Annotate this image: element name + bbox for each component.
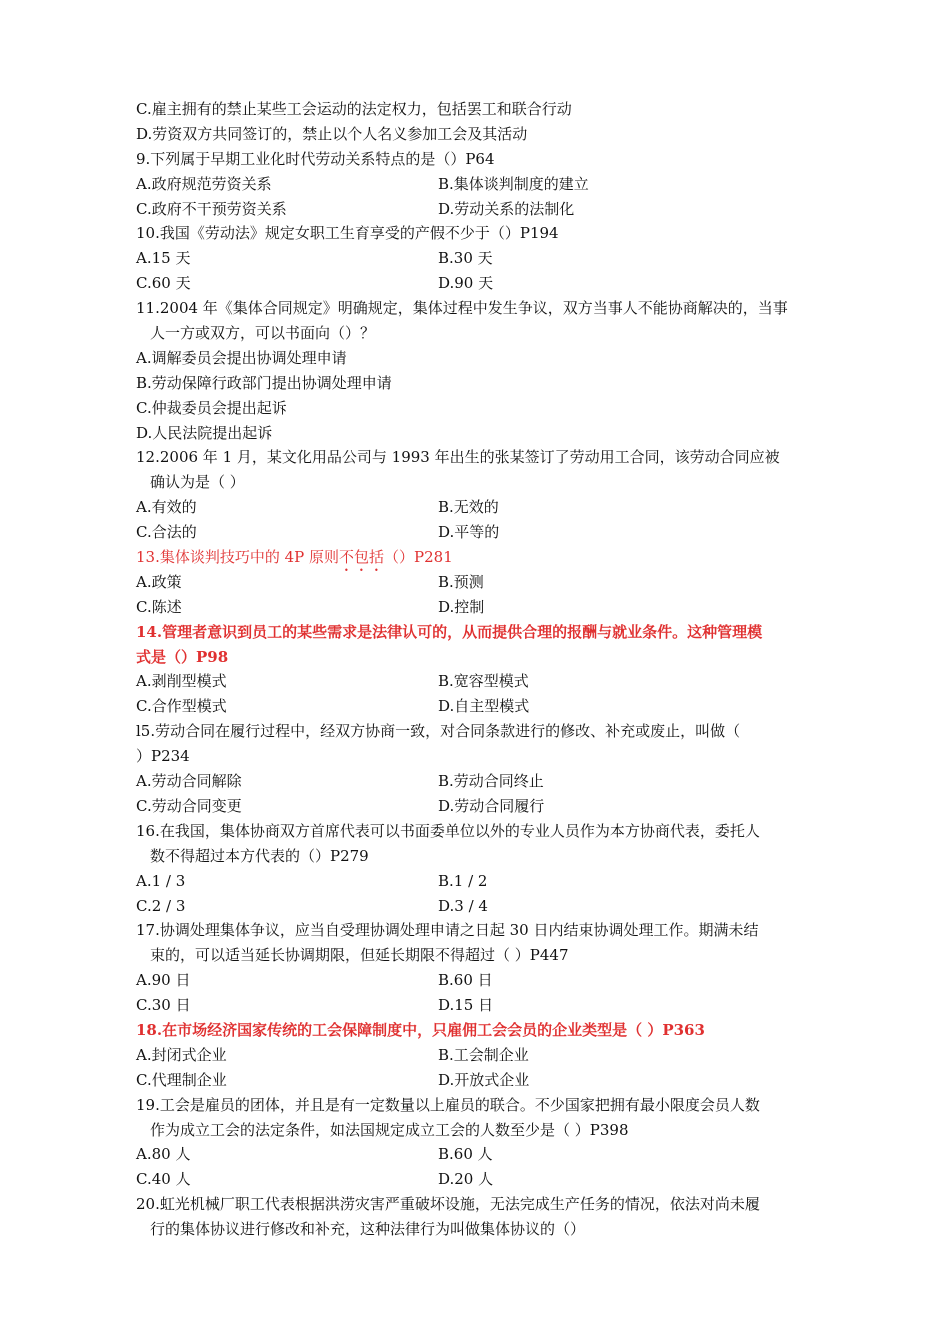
question-9-options-row (136, 172, 816, 197)
option-line: D.劳资双方共同签订的，禁止以个人名义参加工会及其活动 (136, 124, 528, 143)
question-12-stem-cont: 确认为是（ ） (150, 473, 245, 492)
question-12-options-row (136, 520, 816, 545)
option-c: C.仲裁委员会提出起诉 (136, 398, 287, 417)
question-13-stem-pre: 13.集体谈判技巧中的 4P 原则 (136, 548, 340, 567)
question-19-stem: 19.工会是雇员的团体，并且是有一定数量以上雇员的联合。不少国家把拥有最小限度会员人数 (136, 1095, 760, 1114)
option-b: B.集体谈判制度的建立 (438, 174, 589, 193)
option-b: B.预测 (438, 572, 484, 591)
question-14-options-row (136, 669, 816, 694)
question-13-stem-post: （）P281 (384, 548, 453, 567)
option-c: C.60 天 (136, 274, 191, 293)
option-d: D.开放式企业 (438, 1070, 530, 1089)
option-c: C.合作型模式 (136, 697, 227, 716)
question-10-options-row (136, 246, 816, 271)
question-13-emphasis: 不包括 (339, 548, 385, 567)
question-18-options-row (136, 1068, 816, 1093)
option-a: A.剥削型模式 (136, 672, 227, 691)
option-d: D.15 日 (438, 996, 494, 1015)
question-9-options-row (136, 197, 816, 222)
option-a: A.15 天 (136, 249, 191, 268)
question-19-options-row (136, 1167, 816, 1192)
question-20-stem: 20.虹光机械厂职工代表根据洪涝灾害严重破坏设施，无法完成生产任务的情况，依法对尚未履 (136, 1195, 760, 1214)
question-15-stem-cont: ）P234 (136, 747, 190, 766)
option-d: D.90 天 (438, 274, 494, 293)
question-14-stem-cont: 式是（）P98 (136, 647, 229, 666)
question-12-options-row (136, 495, 816, 520)
question-17-options-row (136, 968, 816, 993)
option-c: C.陈述 (136, 597, 182, 616)
question-17-stem: 17.协调处理集体争议，应当自受理协调处理申请之日起 30 日内结束协调处理工作。期满未结 (136, 921, 759, 940)
question-17-options-row (136, 993, 816, 1018)
option-a: A.政策 (136, 572, 182, 591)
question-16-options-row (136, 894, 816, 919)
option-b: B.工会制企业 (438, 1045, 529, 1064)
option-b: B.30 天 (438, 249, 493, 268)
question-11-stem-cont: 人一方或双方，可以书面向（）？ (150, 324, 376, 343)
option-d: D.劳动合同履行 (438, 796, 545, 815)
question-14-options-row (136, 694, 816, 719)
option-d: D.平等的 (438, 523, 500, 542)
option-a: A.劳动合同解除 (136, 772, 242, 791)
question-13-options-row (136, 595, 816, 620)
option-a: A.1 / 3 (136, 871, 186, 890)
question-17-stem-cont: 束的，可以适当延长协调期限，但延长期限不得超过（ ）P447 (150, 946, 569, 965)
option-b: B.60 人 (438, 1145, 493, 1164)
question-18-stem: 18.在市场经济国家传统的工会保障制度中，只雇佣工会会员的企业类型是（ ）P363 (136, 1020, 705, 1039)
option-d: D.自主型模式 (438, 697, 530, 716)
question-10-options-row (136, 271, 816, 296)
option-a: A.90 日 (136, 971, 191, 990)
option-c: C.40 人 (136, 1170, 191, 1189)
option-line: C.雇主拥有的禁止某些工会运动的法定权力，包括罢工和联合行动 (136, 100, 572, 118)
question-15-stem: l5.劳动合同在履行过程中，经双方协商一致，对合同条款进行的修改、补充或废止，叫做（ (136, 722, 741, 741)
question-15-options-row (136, 794, 816, 819)
option-c: C.2 / 3 (136, 896, 186, 915)
exam-page (136, 97, 816, 1242)
question-14-stem: 14.管理者意识到员工的某些需求是法律认可的，从而提供合理的报酬与就业条件。这种管理模 (136, 622, 763, 641)
option-d: D.控制 (438, 597, 485, 616)
option-b: B.宽容型模式 (438, 672, 529, 691)
option-a: A.80 人 (136, 1145, 191, 1164)
question-11-stem: 11.2004 年《集体合同规定》明确规定，集体过程中发生争议，双方当事人不能协商解决的，当事 (136, 299, 788, 318)
question-12-stem: 12.2006 年 1 月，某文化用品公司与 1993 年出生的张某签订了劳动用工合同，该劳动合同应被 (136, 448, 780, 467)
option-d: D.劳动关系的法制化 (438, 199, 575, 218)
option-b: B.劳动合同终止 (438, 772, 544, 791)
option-c: C.代理制企业 (136, 1070, 227, 1089)
option-c: C.劳动合同变更 (136, 796, 242, 815)
option-c: C.政府不干预劳资关系 (136, 199, 287, 218)
option-c: C.合法的 (136, 523, 197, 542)
option-a: A.有效的 (136, 498, 197, 517)
option-d: D.3 / 4 (438, 896, 488, 915)
question-15-options-row (136, 769, 816, 794)
option-b: B.1 / 2 (438, 871, 488, 890)
option-b: B.60 日 (438, 971, 493, 990)
question-13-options-row (136, 570, 816, 595)
question-16-stem-cont: 数不得超过本方代表的（）P279 (150, 846, 369, 865)
question-20-stem-cont: 行的集体协议进行修改和补充，这种法律行为叫做集体协议的（） (150, 1220, 586, 1239)
option-c: C.30 日 (136, 996, 191, 1015)
option-a: A.封闭式企业 (136, 1045, 227, 1064)
question-9-stem: 9.下列属于早期工业化时代劳动关系特点的是（）P64 (136, 149, 495, 168)
option-b: B.劳动保障行政部门提出协调处理申请 (136, 373, 392, 392)
question-19-stem-cont: 作为成立工会的法定条件，如法国规定成立工会的人数至少是（ ）P398 (150, 1120, 629, 1139)
option-d: D.20 人 (438, 1170, 494, 1189)
question-16-options-row (136, 869, 816, 894)
question-16-stem: 16.在我国，集体协商双方首席代表可以书面委单位以外的专业人员作为本方协商代表，委托人 (136, 821, 760, 840)
option-a: A.调解委员会提出协调处理申请 (136, 348, 347, 367)
option-d: D.人民法院提出起诉 (136, 423, 273, 442)
question-18-options-row (136, 1043, 816, 1068)
question-10-stem: 10.我国《劳动法》规定女职工生育享受的产假不少于（）P194 (136, 224, 559, 243)
question-19-options-row (136, 1142, 816, 1167)
question-13-stem (136, 545, 816, 570)
option-b: B.无效的 (438, 498, 499, 517)
option-a: A.政府规范劳资关系 (136, 174, 272, 193)
